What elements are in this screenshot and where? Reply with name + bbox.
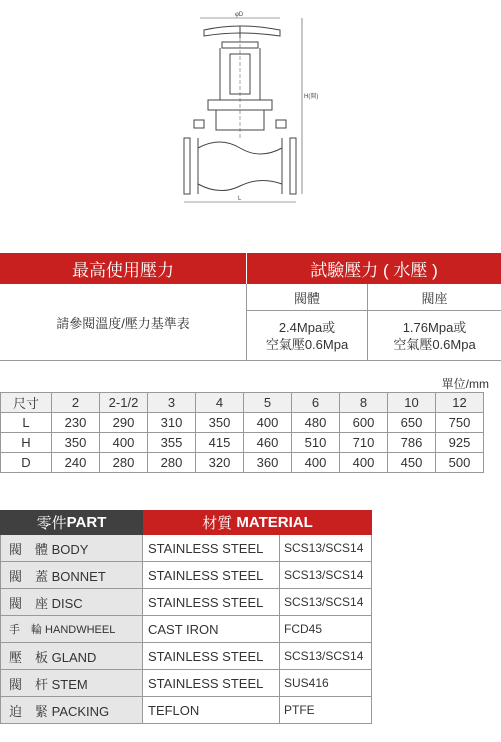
material-code: PTFE — [280, 697, 372, 723]
dim-cell: 240 — [52, 453, 100, 473]
material-header-zh: 材質 — [202, 515, 233, 532]
material-header — [0, 510, 372, 535]
size-cell: 2-1/2 — [100, 393, 148, 413]
material-row — [0, 589, 372, 616]
dim-cell: 350 — [52, 433, 100, 453]
size-header-row — [1, 393, 484, 413]
material-row — [0, 616, 372, 643]
row-label: L — [1, 413, 52, 433]
size-header-label: 尺寸 — [1, 393, 52, 413]
part-name: 迫 緊 PACKING — [0, 697, 143, 723]
size-table — [0, 392, 484, 473]
unit-label: 單位/mm — [441, 377, 489, 391]
dim-cell: 450 — [388, 453, 436, 473]
body-value-line1: 2.4Mpa或 — [278, 319, 336, 335]
part-name: 閥 體 BODY — [0, 535, 143, 561]
material-name: CAST IRON — [143, 616, 280, 642]
part-header-en: PART — [66, 514, 107, 531]
dim-cell: 480 — [292, 413, 340, 433]
seat-value-line1: 1.76Mpa或 — [402, 319, 467, 335]
dim-h-label: H(開) — [304, 94, 319, 100]
part-name: 壓 板 GLAND — [0, 643, 143, 669]
size-cell: 3 — [148, 393, 196, 413]
material-table — [0, 510, 372, 724]
material-header-en: MATERIAL — [236, 514, 313, 531]
part-name: 閥 杆 STEM — [0, 670, 143, 696]
material-name: STAINLESS STEEL — [143, 670, 280, 696]
material-row — [0, 562, 372, 589]
valve-drawing — [180, 8, 320, 208]
dim-cell: 320 — [196, 453, 244, 473]
size-row-h — [1, 433, 484, 453]
body-value-line2: 空氣壓0.6Mpa — [265, 336, 349, 352]
part-name: 手 輪 HANDWHEEL — [0, 616, 143, 642]
dim-cell: 290 — [100, 413, 148, 433]
dim-cell: 650 — [388, 413, 436, 433]
material-code: SCS13/SCS14 — [280, 535, 372, 561]
size-cell: 8 — [340, 393, 388, 413]
material-header-cell — [143, 510, 372, 535]
dim-cell: 350 — [196, 413, 244, 433]
seat-label: 閥座 — [421, 290, 448, 306]
part-name: 閥 蓋 BONNET — [0, 562, 143, 588]
pressure-body — [0, 284, 501, 361]
material-code: SUS416 — [280, 670, 372, 696]
body-value — [247, 311, 368, 360]
dim-cell: 360 — [244, 453, 292, 473]
dim-cell: 925 — [436, 433, 484, 453]
max-pressure-header: 最高使用壓力 — [0, 253, 247, 284]
pressure-note: 請參閱溫度/壓力基準表 — [0, 284, 247, 360]
dim-cell: 415 — [196, 433, 244, 453]
material-row — [0, 535, 372, 562]
dim-cell: 400 — [100, 433, 148, 453]
size-cell: 10 — [388, 393, 436, 413]
material-code: FCD45 — [280, 616, 372, 642]
row-label: D — [1, 453, 52, 473]
size-cell: 2 — [52, 393, 100, 413]
material-row — [0, 643, 372, 670]
dim-cell: 400 — [244, 413, 292, 433]
test-pressure-header: 試驗壓力 ( 水壓 ) — [310, 261, 438, 280]
dim-d-label: φD — [235, 12, 244, 18]
dim-cell: 310 — [148, 413, 196, 433]
part-name: 閥 座 DISC — [0, 589, 143, 615]
pressure-header — [0, 253, 501, 284]
dim-cell: 280 — [100, 453, 148, 473]
size-cell: 4 — [196, 393, 244, 413]
dim-cell: 230 — [52, 413, 100, 433]
seat-value-line2: 空氣壓0.6Mpa — [393, 336, 476, 352]
dim-cell: 600 — [340, 413, 388, 433]
size-row-l — [1, 413, 484, 433]
dim-cell: 400 — [340, 453, 388, 473]
dim-l-label: L — [238, 196, 242, 202]
material-name: STAINLESS STEEL — [143, 589, 280, 615]
material-code: SCS13/SCS14 — [280, 589, 372, 615]
size-cell: 6 — [292, 393, 340, 413]
dim-cell: 750 — [436, 413, 484, 433]
part-header-zh: 零件 — [36, 515, 67, 532]
seat-value — [368, 311, 501, 360]
material-name: STAINLESS STEEL — [143, 535, 280, 561]
material-row — [0, 697, 372, 724]
size-cell: 5 — [244, 393, 292, 413]
material-code: SCS13/SCS14 — [280, 562, 372, 588]
dim-cell: 510 — [292, 433, 340, 453]
dim-cell: 400 — [292, 453, 340, 473]
row-label: H — [1, 433, 52, 453]
material-code: SCS13/SCS14 — [280, 643, 372, 669]
material-name: TEFLON — [143, 697, 280, 723]
dim-cell: 460 — [244, 433, 292, 453]
material-name: STAINLESS STEEL — [143, 643, 280, 669]
part-header — [0, 510, 143, 535]
dim-cell: 710 — [340, 433, 388, 453]
pressure-table — [0, 253, 501, 361]
dim-cell: 355 — [148, 433, 196, 453]
material-name: STAINLESS STEEL — [143, 562, 280, 588]
body-label: 閥體 — [247, 284, 368, 310]
dim-cell: 786 — [388, 433, 436, 453]
size-cell: 12 — [436, 393, 484, 413]
material-row — [0, 670, 372, 697]
dim-cell: 500 — [436, 453, 484, 473]
dim-cell: 280 — [148, 453, 196, 473]
size-row-d — [1, 453, 484, 473]
